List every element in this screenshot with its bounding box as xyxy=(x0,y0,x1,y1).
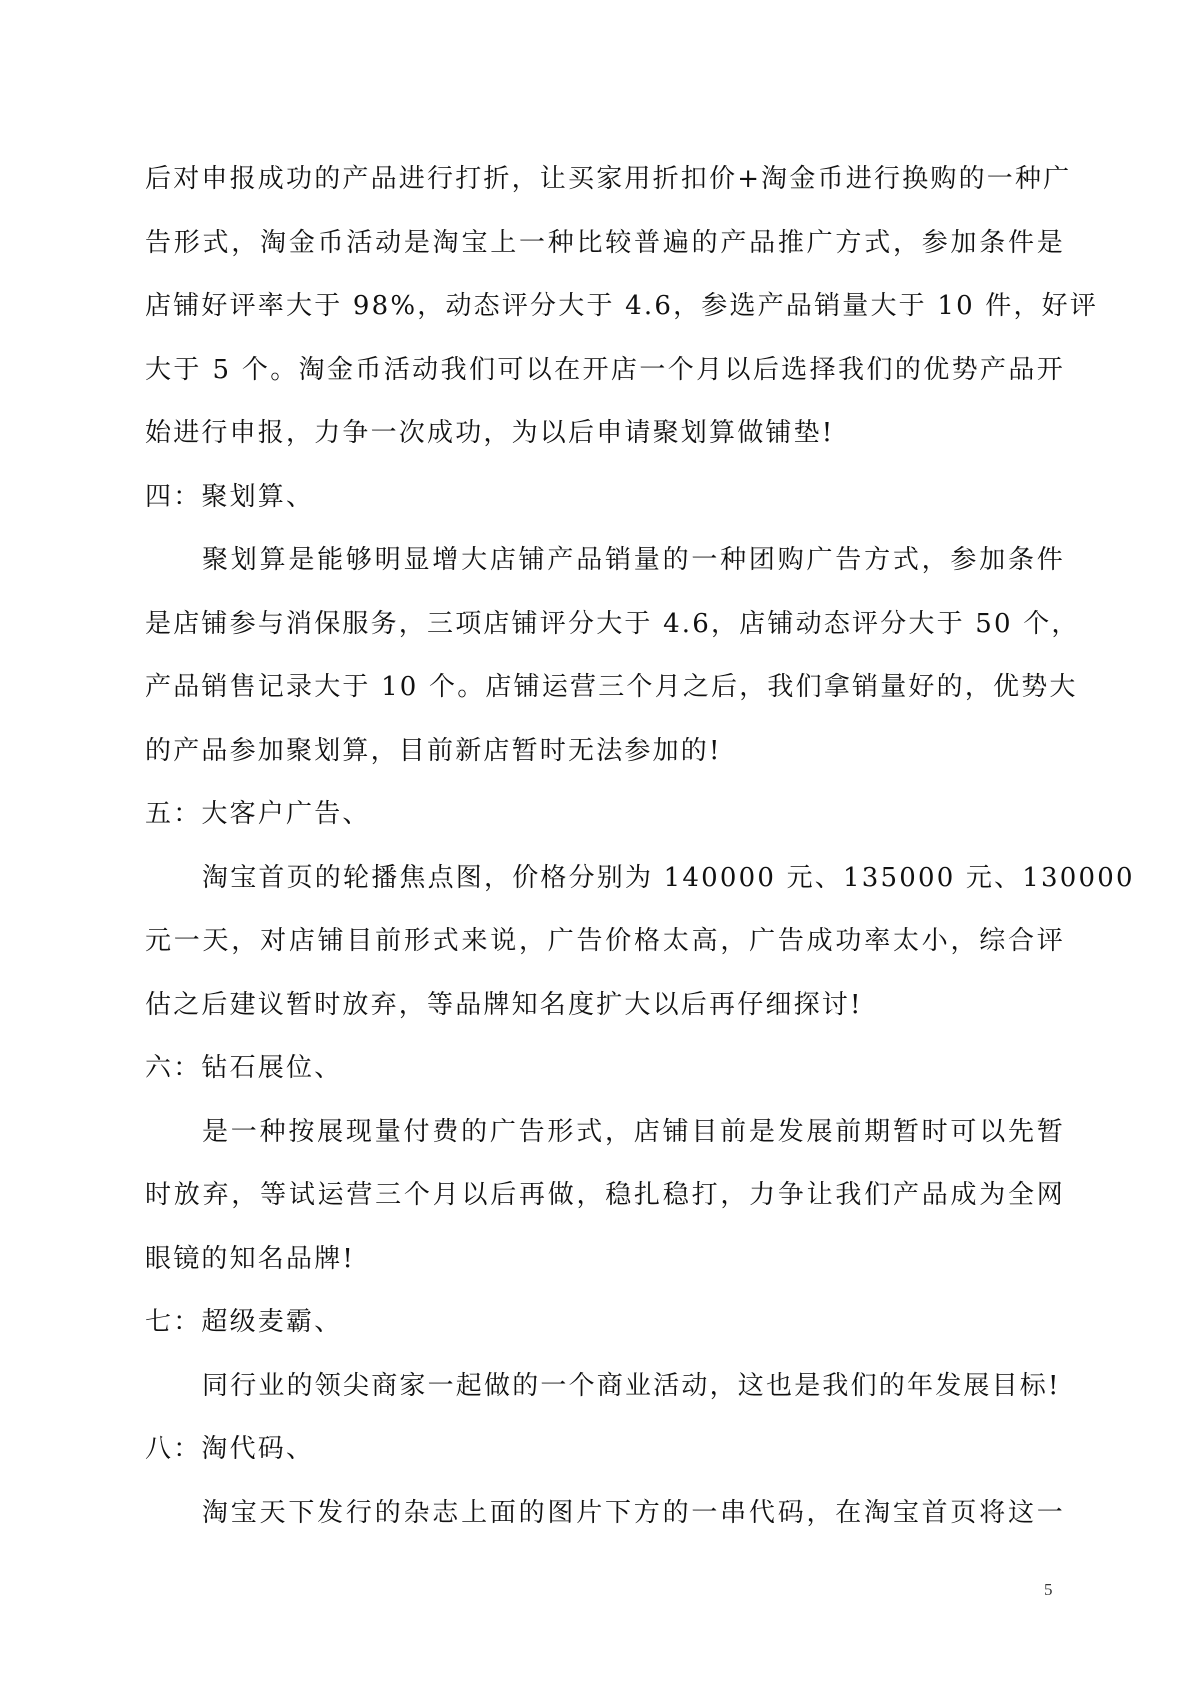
section-heading-big-client-ads: 五：大客户广告、 xyxy=(145,799,371,829)
paragraph-line: 估之后建议暂时放弃，等品牌知名度扩大以后再仔细探讨! xyxy=(145,989,863,1020)
paragraph-line: 始进行申报，力争一次成功，为以后申请聚划算做铺垫! xyxy=(145,418,835,448)
paragraph-line: 淘宝天下发行的杂志上面的图片下方的一串代码，在淘宝首页将这一 xyxy=(202,1497,1065,1528)
paragraph-line: 后对申报成功的产品进行打折，让买家用折扣价+淘金币进行换购的一种广 xyxy=(145,164,1072,194)
paragraph-line: 告形式，淘金币活动是淘宝上一种比较普遍的产品推广方式，参加条件是 xyxy=(145,227,1065,258)
section-heading-diamond-booth: 六：钻石展位、 xyxy=(145,1053,343,1083)
paragraph-line: 眼镜的知名品牌! xyxy=(145,1243,356,1274)
paragraph-line: 产品销售记录大于 10 个。店铺运营三个月之后，我们拿销量好的，优势大 xyxy=(145,672,1078,702)
paragraph-line: 元一天，对店铺目前形式来说，广告价格太高，广告成功率太小，综合评 xyxy=(145,926,1065,956)
paragraph-line: 是一种按展现量付费的广告形式，店铺目前是发展前期暂时可以先暂 xyxy=(202,1116,1065,1147)
page-body xyxy=(145,148,1135,1545)
paragraph-line: 是店铺参与消保服务，三项店铺评分大于 4.6，店铺动态评分大于 50 个， xyxy=(145,608,1080,639)
paragraph-line: 同行业的领尖商家一起做的一个商业活动，这也是我们的年发展目标! xyxy=(202,1370,1061,1401)
paragraph-line: 店铺好评率大于 98%，动态评分大于 4.6，参选产品销量大于 10 件，好评 xyxy=(145,291,1099,321)
paragraph-line: 时放弃，等试运营三个月以后再做，稳扎稳打，力争让我们产品成为全网 xyxy=(145,1180,1065,1210)
paragraph-line: 大于 5 个。淘金币活动我们可以在开店一个月以后选择我们的优势产品开 xyxy=(145,354,1065,385)
section-heading-juhuasuan: 四：聚划算、 xyxy=(145,481,315,512)
section-heading-super-maiba: 七：超级麦霸、 xyxy=(145,1307,343,1337)
paragraph-line: 的产品参加聚划算，目前新店暂时无法参加的! xyxy=(145,735,722,766)
page-number: 5 xyxy=(1044,1580,1053,1599)
paragraph-line: 聚划算是能够明显增大店铺产品销量的一种团购广告方式，参加条件 xyxy=(202,545,1065,575)
section-heading-tao-code: 八：淘代码、 xyxy=(145,1434,315,1464)
paragraph-line: 淘宝首页的轮播焦点图，价格分别为 140000 元、135000 元、130000 xyxy=(202,862,1135,893)
